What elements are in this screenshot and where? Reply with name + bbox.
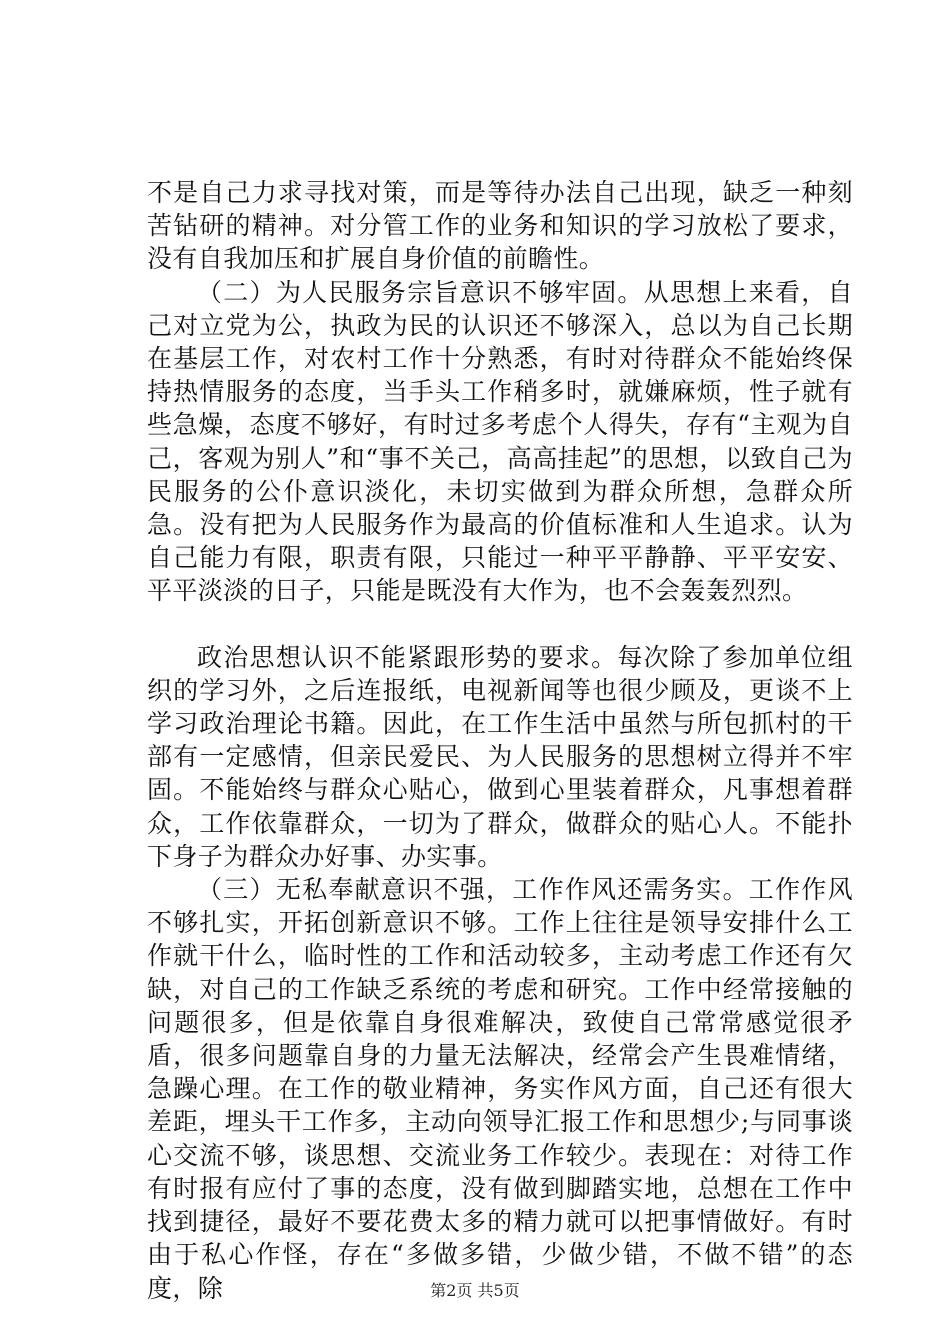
paragraph-continued: 不是自己力求寻找对策，而是等待办法自己出现，缺乏一种刻苦钻研的精神。对分管工作的业务和知识的学习放松了要求，没有自我加压和扩展自身价值的前瞻性。 (147, 178, 853, 274)
paragraph-section-three: （三）无私奉献意识不强，工作作风还需务实。工作作风不够扎实，开拓创新意识不够。工作上往往是领导安排什么工作就干什么，临时性的工作和活动较多，主动考虑工作还有欠缺，对自己的工作缺乏系统的考虑和研究。工作中经常接触的问题很多，但是依靠自身很难解决，致使自己常常感觉很矛盾，很多问题靠自身的力量无法解决，经常会产生畏难情绪，急躁心理。在工作的敬业精神，务实作风方面，自己还有很大差距，埋头干工作多，主动向领导汇报工作和思想少;与同事谈心交流不够，谈思想、交流业务工作较少。表现在：对待工作有时报有应付了事的态度，没有做到脚踏实地，总想在工作中找到捷径，最好不要花费太多的精力就可以把事情做好。有时由于私心作怪，存在“多做多错，少做少错，不做不错”的态度，除 (147, 875, 853, 1303)
page-number-footer: 第2页 共5页 (430, 1281, 520, 1300)
document-body (147, 176, 853, 1305)
paragraph-section-two: （二）为人民服务宗旨意识不够牢固。从思想上来看，自己对立党为公，执政为民的认识还不够深入，总以为自己长期在基层工作，对农村工作十分熟悉，有时对待群众不能始终保持热情服务的态度，当手头工作稍多时，就嫌麻烦，性子就有些急燥，态度不够好，有时过多考虑个人得失，存有“主观为自己，客观为别人”和“事不关己，高高挂起”的思想，以致自己为民服务的公仆意识淡化，未切实做到为群众所想，急群众所急。没有把为人民服务作为最高的价值标准和人生追求。认为自己能力有限，职责有限，只能过一种平平静静、平平安安、平平淡淡的日子，只能是既没有大作为，也不会轰轰烈烈。 (147, 277, 853, 606)
paragraph-political-thinking: 政治思想认识不能紧跟形势的要求。每次除了参加单位组织的学习外，之后连报纸，电视新闻等也很少顾及，更谈不上学习政治理论书籍。因此，在工作生活中虽然与所包抓村的干部有一定感情，但亲民爱民、为人民服务的思想树立得并不牢固。不能始终与群众心贴心，做到心里装着群众，凡事想着群众，工作依靠群众，一切为了群众，做群众的贴心人。不能扑下身子为群众办好事、办实事。 (147, 642, 853, 871)
